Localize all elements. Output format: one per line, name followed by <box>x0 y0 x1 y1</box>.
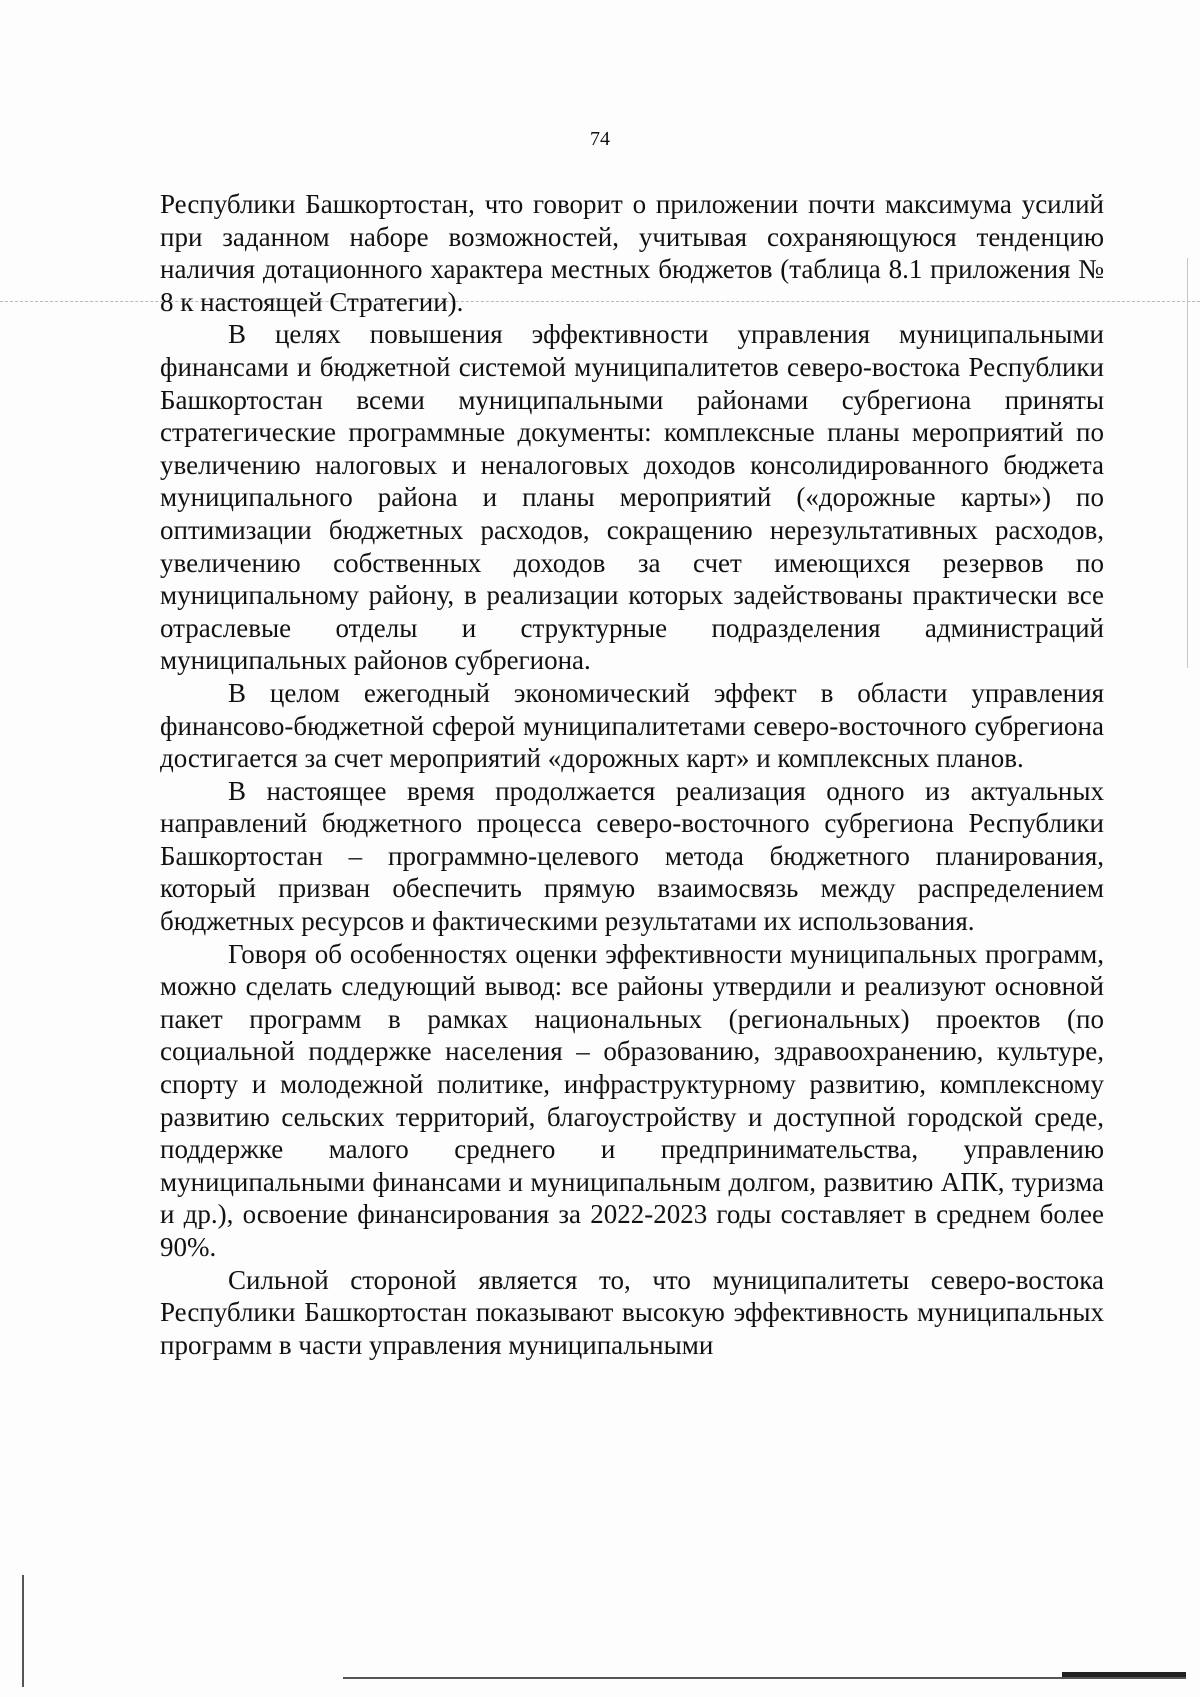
margin-line <box>22 1575 24 1687</box>
paragraph: В целях повышения эффективности управления муниципальными финансами и бюджетной системой муниципалитетов северо-востока Республики Башкортостан всеми муниципальными районами субрегиона приняты стратегические программные документы: комплексные планы мероприятий по увеличению налоговых и неналоговых доходов консолидированного бюджета муниципального района и планы мероприятий («дорожные карты») по оптимизации бюджетных расходов, сокращению нерезультативных расходов, увеличению собственных доходов за счет имеющихся резервов по муниципальному району, в реализации которых задействованы практически все отраслевые отделы и структурные подразделения администраций муниципальных районов субрегиона. <box>160 319 1104 676</box>
bottom-rule <box>343 1677 1186 1679</box>
paragraph: Сильной стороной является то, что муниципалитеты северо-востока Республики Башкортостан показывают высокую эффективность муниципальных программ в части управления муниципальными <box>160 1264 1104 1360</box>
paragraph: Республики Башкортостан, что говорит о приложении почти максимума усилий при заданном наборе возможностей, учитывая сохраняющуюся тенденцию наличия дотационного характера местных бюджетов (таблица 8.1 приложения № 8 к настоящей Стратегии). <box>160 189 1104 317</box>
bottom-rule <box>1062 1672 1186 1677</box>
document-body <box>160 188 1104 1361</box>
paragraph: В целом ежегодный экономический эффект в области управления финансово-бюджетной сферой муниципалитетами северо-восточного субрегиона достигается за счет мероприятий «дорожных карт» и комплексных планов. <box>160 677 1104 774</box>
paragraph: Говоря об особенностях оценки эффективности муниципальных программ, можно сделать следующий вывод: все районы утвердили и реализуют основной пакет программ в рамках национальных (региональных) проектов (по социальной поддержке населения – образованию, здравоохранению, культуре, спорту и молодежной политике, инфраструктурному развитию, комплексному развитию сельских территорий, благоустройству и доступной городской среде, поддержке малого среднего и предпринимательства, управлению муниципальными финансами и муниципальным долгом, развитию АПК, туризма и др.), освоение финансирования за 2022-2023 годы составляет в среднем более 90%. <box>160 938 1104 1262</box>
margin-line <box>1187 258 1188 668</box>
paragraph: В настоящее время продолжается реализация одного из актуальных направлений бюджетного процесса северо-восточного субрегиона Республики Башкортостан – программно-целевого метода бюджетного планирования, который призван обеспечить прямую взаимосвязь между распределением бюджетных ресурсов и фактическими результатами их использования. <box>160 775 1104 937</box>
page-number: 74 <box>590 128 610 150</box>
